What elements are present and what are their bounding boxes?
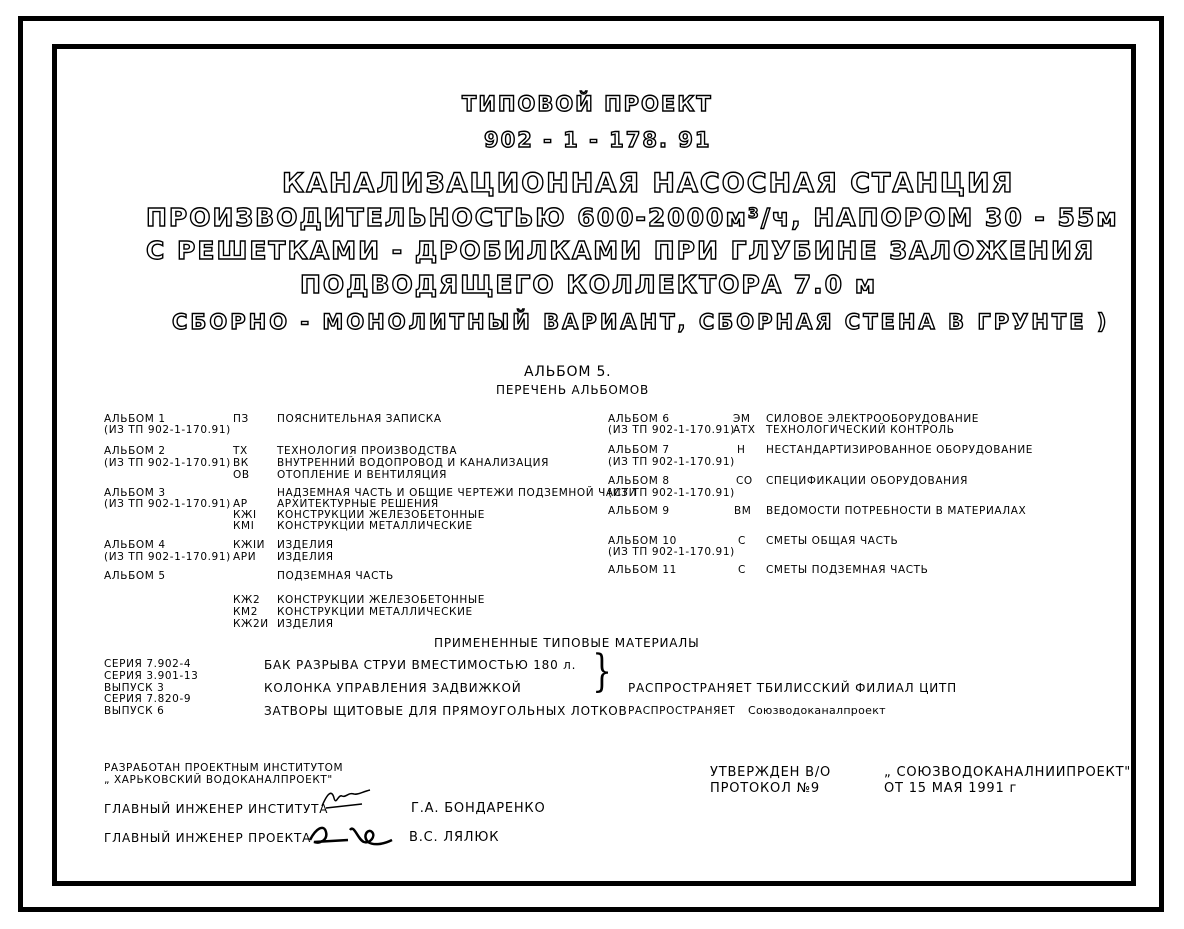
developed-org: „ ХАРЬКОВСКИЙ ВОДОКАНАЛПРОЕКТ" <box>104 774 333 786</box>
chief-project-label: ГЛАВНЫЙ ИНЖЕНЕР ПРОЕКТА <box>104 831 312 845</box>
developed-by: РАЗРАБОТАН ПРОЕКТНЫМ ИНСТИТУТОМ <box>104 762 344 774</box>
brace-symbol: } <box>592 646 612 697</box>
album-title: АЛЬБОМ 5. <box>524 364 612 380</box>
title-station: КАНАЛИЗАЦИОННАЯ НАСОСНАЯ СТАНЦИЯ <box>282 168 1015 199</box>
title-grates: С РЕШЕТКАМИ - ДРОБИЛКАМИ ПРИ ГЛУБИНЕ ЗАЛОЖЕНИЯ <box>146 236 1096 265</box>
title-project-type: ТИПОВОЙ ПРОЕКТ <box>462 92 713 116</box>
protocol-label: ПРОТОКОЛ №9 <box>710 781 820 796</box>
title-collector: ПОДВОДЯЩЕГО КОЛЛЕКТОРА 7.0 м <box>300 270 878 299</box>
title-capacity: ПРОИЗВОДИТЕЛЬНОСТЬЮ 600-2000м³/ч, НАПОРОМ 30 - 55м <box>146 203 1119 232</box>
material-item-column: КОЛОНКА УПРАВЛЕНИЯ ЗАДВИЖКОЙ <box>264 681 522 695</box>
material-item-gates: ЗАТВОРЫ ЩИТОВЫЕ ДЛЯ ПРЯМОУГОЛЬНЫХ ЛОТКОВ <box>264 704 628 718</box>
title-variant: СБОРНО - МОНОЛИТНЫЙ ВАРИАНТ, СБОРНАЯ СТЕНА В ГРУНТЕ ) <box>172 310 1110 334</box>
approved-label: УТВЕРЖДЕН В/О <box>710 765 832 780</box>
distributor-label: РАСПРОСТРАНЯЕТ <box>628 705 736 717</box>
material-item-tank: БАК РАЗРЫВА СТРУИ ВМЕСТИМОСТЬЮ 180 л. <box>264 658 577 672</box>
protocol-date: ОТ 15 МАЯ 1991 г <box>884 781 1018 796</box>
chief-project-name: В.С. ЛЯЛЮК <box>409 830 500 845</box>
album-list-title: ПЕРЕЧЕНЬ АЛЬБОМОВ <box>496 383 650 397</box>
approved-org: „ СОЮЗВОДОКАНАЛНИИПРОЕКТ" <box>884 765 1132 780</box>
signature-project <box>304 818 396 850</box>
title-project-number: 902 - 1 - 178. 91 <box>484 128 712 152</box>
materials-title: ПРИМЕНЕННЫЕ ТИПОВЫЕ МАТЕРИАЛЫ <box>434 636 700 650</box>
distributor-tbilisi: РАСПРОСТРАНЯЕТ ТБИЛИССКИЙ ФИЛИАЛ ЦИТП <box>628 681 957 695</box>
distributor-name: Союзводоканалпроект <box>748 704 886 717</box>
signature-institute <box>318 786 378 812</box>
chief-institute-name: Г.А. БОНДАРЕНКО <box>411 801 546 816</box>
chief-institute-label: ГЛАВНЫЙ ИНЖЕНЕР ИНСТИТУТА <box>104 802 329 816</box>
